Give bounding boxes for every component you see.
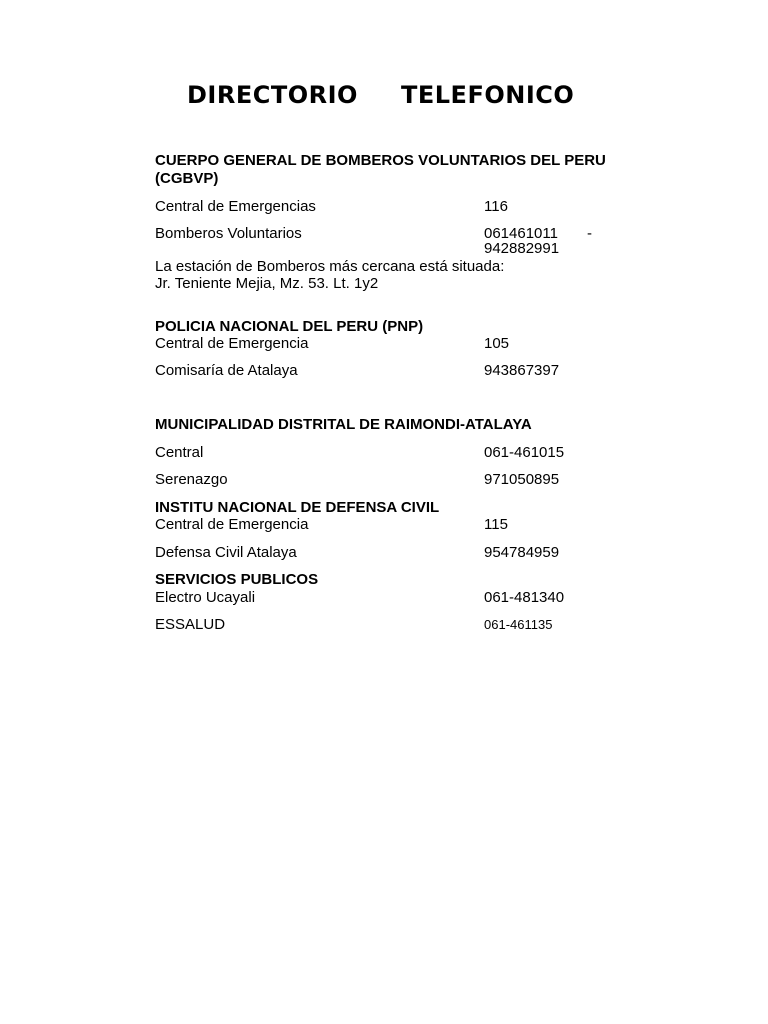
entry-label: Serenazgo: [155, 471, 228, 488]
section-heading-policia: POLICIA NACIONAL DEL PERU (PNP): [155, 318, 424, 335]
entry-number: 954784959: [484, 544, 560, 561]
entry-number-separator: -: [587, 225, 592, 242]
entry-label: ESSALUD: [155, 616, 226, 633]
entry-number: 942882991: [484, 240, 560, 257]
entry-label: Central de Emergencias: [155, 198, 316, 215]
address-note: La estación de Bomberos más cercana está situada:: [155, 258, 505, 275]
entry-label: Central de Emergencia: [155, 516, 309, 533]
entry-label: Comisaría de Atalaya: [155, 362, 298, 379]
entry-number: 115: [484, 516, 508, 533]
entry-number: 943867397: [484, 362, 560, 379]
section-heading-bomberos: CUERPO GENERAL DE BOMBEROS VOLUNTARIOS DEL PERU: [155, 152, 606, 169]
entry-label: Bomberos Voluntarios: [155, 225, 302, 242]
page-title-directorio: DIRECTORIO: [187, 81, 358, 109]
entry-label: Central de Emergencia: [155, 335, 309, 352]
entry-number: 116: [484, 198, 508, 215]
entry-number: 971050895: [484, 471, 560, 488]
entry-number: 061461011: [484, 225, 558, 242]
section-heading-municipalidad: MUNICIPALIDAD DISTRITAL DE RAIMONDI-ATALAYA: [155, 416, 532, 433]
page-title-telefonico: TELEFONICO: [401, 81, 575, 109]
entry-number: 061-481340: [484, 589, 565, 606]
entry-number: 061-461015: [484, 444, 565, 461]
section-heading-servicios: SERVICIOS PUBLICOS: [155, 571, 319, 588]
section-heading-defensa-civil: INSTITU NACIONAL DE DEFENSA CIVIL: [155, 499, 440, 516]
entry-label: Defensa Civil Atalaya: [155, 544, 297, 561]
entry-label: Central: [155, 444, 204, 461]
entry-number: 061-461135: [484, 617, 553, 632]
section-heading-bomberos-abbr: (CGBVP): [155, 170, 219, 187]
entry-number: 105: [484, 335, 510, 352]
address-note: Jr. Teniente Mejia, Mz. 53. Lt. 1y2: [155, 275, 379, 292]
entry-label: Electro Ucayali: [155, 589, 256, 606]
